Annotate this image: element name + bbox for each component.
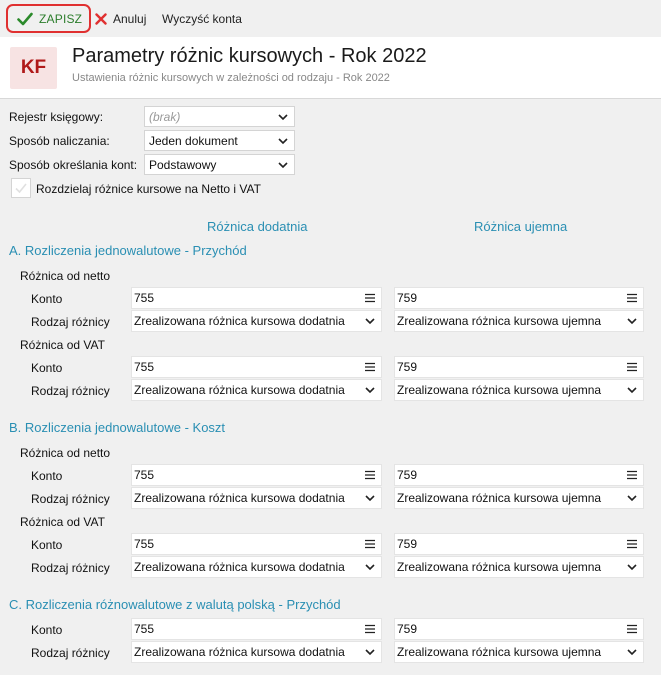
b-vat-rodzaj-positive[interactable] xyxy=(131,556,382,578)
a-netto-konto-positive[interactable] xyxy=(131,287,382,309)
module-logo: KF xyxy=(10,47,57,89)
rodzaj-label: Rodzaj różnicy xyxy=(31,561,110,575)
chevron-down-icon xyxy=(625,491,639,505)
chevron-down-icon xyxy=(363,314,377,328)
field-value: Zrealizowana różnica kursowa dodatnia xyxy=(134,645,345,659)
section-b-vat-title: Różnica od VAT xyxy=(20,515,105,529)
toolbar xyxy=(0,0,661,36)
field-value: 759 xyxy=(397,622,418,636)
b-vat-konto-negative[interactable] xyxy=(394,533,644,555)
rodzaj-label: Rodzaj różnicy xyxy=(31,315,110,329)
menu-icon xyxy=(364,293,376,303)
checkmark-icon xyxy=(17,12,33,26)
menu-icon xyxy=(364,470,376,480)
menu-icon xyxy=(364,539,376,549)
field-value: Zrealizowana różnica kursowa dodatnia xyxy=(134,314,345,328)
c-konto-positive[interactable] xyxy=(131,618,382,640)
chevron-down-icon xyxy=(276,110,290,124)
field-value: Zrealizowana różnica kursowa ujemna xyxy=(397,560,602,574)
b-netto-konto-negative[interactable] xyxy=(394,464,644,486)
konto-label: Konto xyxy=(31,292,63,306)
menu-icon xyxy=(626,539,638,549)
a-vat-rodzaj-positive[interactable] xyxy=(131,379,382,401)
field-value: Zrealizowana różnica kursowa dodatnia xyxy=(134,560,345,574)
accounts-method-label: Sposób określania kont: xyxy=(9,158,138,172)
menu-icon xyxy=(626,624,638,634)
chevron-down-icon xyxy=(363,491,377,505)
field-value: Zrealizowana różnica kursowa ujemna xyxy=(397,645,602,659)
menu-icon xyxy=(626,293,638,303)
field-value: Zrealizowana różnica kursowa dodatnia xyxy=(134,383,345,397)
column-negative-header: Różnica ujemna xyxy=(474,219,568,234)
column-positive-header: Różnica dodatnia xyxy=(207,219,308,234)
section-c-title: C. Rozliczenia różnowalutowe z walutą polską - Przychód xyxy=(9,597,341,612)
konto-label: Konto xyxy=(31,361,63,375)
b-netto-rodzaj-positive[interactable] xyxy=(131,487,382,509)
menu-icon xyxy=(626,470,638,480)
field-value: Zrealizowana różnica kursowa dodatnia xyxy=(134,491,345,505)
section-a-netto-title: Różnica od netto xyxy=(20,269,111,283)
field-value: Zrealizowana różnica kursowa ujemna xyxy=(397,383,602,397)
calc-method-value: Jeden dokument xyxy=(149,133,238,148)
register-select[interactable] xyxy=(144,106,295,127)
b-netto-rodzaj-negative[interactable] xyxy=(394,487,644,509)
calc-method-label: Sposób naliczania: xyxy=(9,134,110,148)
konto-label: Konto xyxy=(31,469,63,483)
field-value: 755 xyxy=(134,537,155,551)
konto-label: Konto xyxy=(31,538,63,552)
chevron-down-icon xyxy=(276,158,290,172)
chevron-down-icon xyxy=(625,383,639,397)
clear-accounts-button[interactable] xyxy=(162,4,242,33)
field-value: 759 xyxy=(397,360,418,374)
field-value: Zrealizowana różnica kursowa ujemna xyxy=(397,491,602,505)
save-label: ZAPISZ xyxy=(39,11,83,26)
accounts-method-value: Podstawowy xyxy=(149,157,217,172)
chevron-down-icon xyxy=(276,134,290,148)
close-icon xyxy=(95,13,107,25)
check-faint-icon xyxy=(12,179,30,197)
chevron-down-icon xyxy=(625,645,639,659)
field-value: 755 xyxy=(134,468,155,482)
accounts-method-select[interactable] xyxy=(144,154,295,175)
a-netto-rodzaj-negative[interactable] xyxy=(394,310,644,332)
field-value: Zrealizowana różnica kursowa ujemna xyxy=(397,314,602,328)
field-value: 755 xyxy=(134,291,155,305)
cancel-button[interactable] xyxy=(95,4,146,33)
field-value: 759 xyxy=(397,468,418,482)
c-rodzaj-negative[interactable] xyxy=(394,641,644,663)
clear-accounts-label: Wyczyść konta xyxy=(162,11,242,26)
c-rodzaj-positive[interactable] xyxy=(131,641,382,663)
field-value: 755 xyxy=(134,622,155,636)
b-vat-rodzaj-negative[interactable] xyxy=(394,556,644,578)
page-title: Parametry różnic kursowych - Rok 2022 xyxy=(72,45,427,67)
page-header xyxy=(0,37,661,99)
a-netto-rodzaj-positive[interactable] xyxy=(131,310,382,332)
rodzaj-label: Rodzaj różnicy xyxy=(31,384,110,398)
chevron-down-icon xyxy=(625,560,639,574)
konto-label: Konto xyxy=(31,623,63,637)
save-button[interactable] xyxy=(6,4,91,33)
a-vat-konto-positive[interactable] xyxy=(131,356,382,378)
b-netto-konto-positive[interactable] xyxy=(131,464,382,486)
cancel-label: Anuluj xyxy=(113,11,147,26)
rodzaj-label: Rodzaj różnicy xyxy=(31,492,110,506)
menu-icon xyxy=(626,362,638,372)
field-value: 759 xyxy=(397,537,418,551)
section-a-vat-title: Różnica od VAT xyxy=(20,338,105,352)
field-value: 755 xyxy=(134,360,155,374)
field-value: 759 xyxy=(397,291,418,305)
chevron-down-icon xyxy=(363,560,377,574)
register-label: Rejestr księgowy: xyxy=(9,110,104,124)
page-subtitle: Ustawienia różnic kursowych w zależności od rodzaju - Rok 2022 xyxy=(72,72,390,84)
register-select-value: (brak) xyxy=(149,109,181,124)
chevron-down-icon xyxy=(363,645,377,659)
chevron-down-icon xyxy=(625,314,639,328)
split-netto-vat-checkbox[interactable] xyxy=(11,178,31,198)
a-vat-konto-negative[interactable] xyxy=(394,356,644,378)
menu-icon xyxy=(364,362,376,372)
a-vat-rodzaj-negative[interactable] xyxy=(394,379,644,401)
section-b-netto-title: Różnica od netto xyxy=(20,446,111,460)
rodzaj-label: Rodzaj różnicy xyxy=(31,646,110,660)
menu-icon xyxy=(364,624,376,634)
c-konto-negative[interactable] xyxy=(394,618,644,640)
a-netto-konto-negative[interactable] xyxy=(394,287,644,309)
section-a-title: A. Rozliczenia jednowalutowe - Przychód xyxy=(9,243,247,258)
split-netto-vat-label: Rozdzielaj różnice kursowe na Netto i VAT xyxy=(36,182,261,196)
b-vat-konto-positive[interactable] xyxy=(131,533,382,555)
chevron-down-icon xyxy=(363,383,377,397)
calc-method-select[interactable] xyxy=(144,130,295,151)
section-b-title: B. Rozliczenia jednowalutowe - Koszt xyxy=(9,420,226,435)
